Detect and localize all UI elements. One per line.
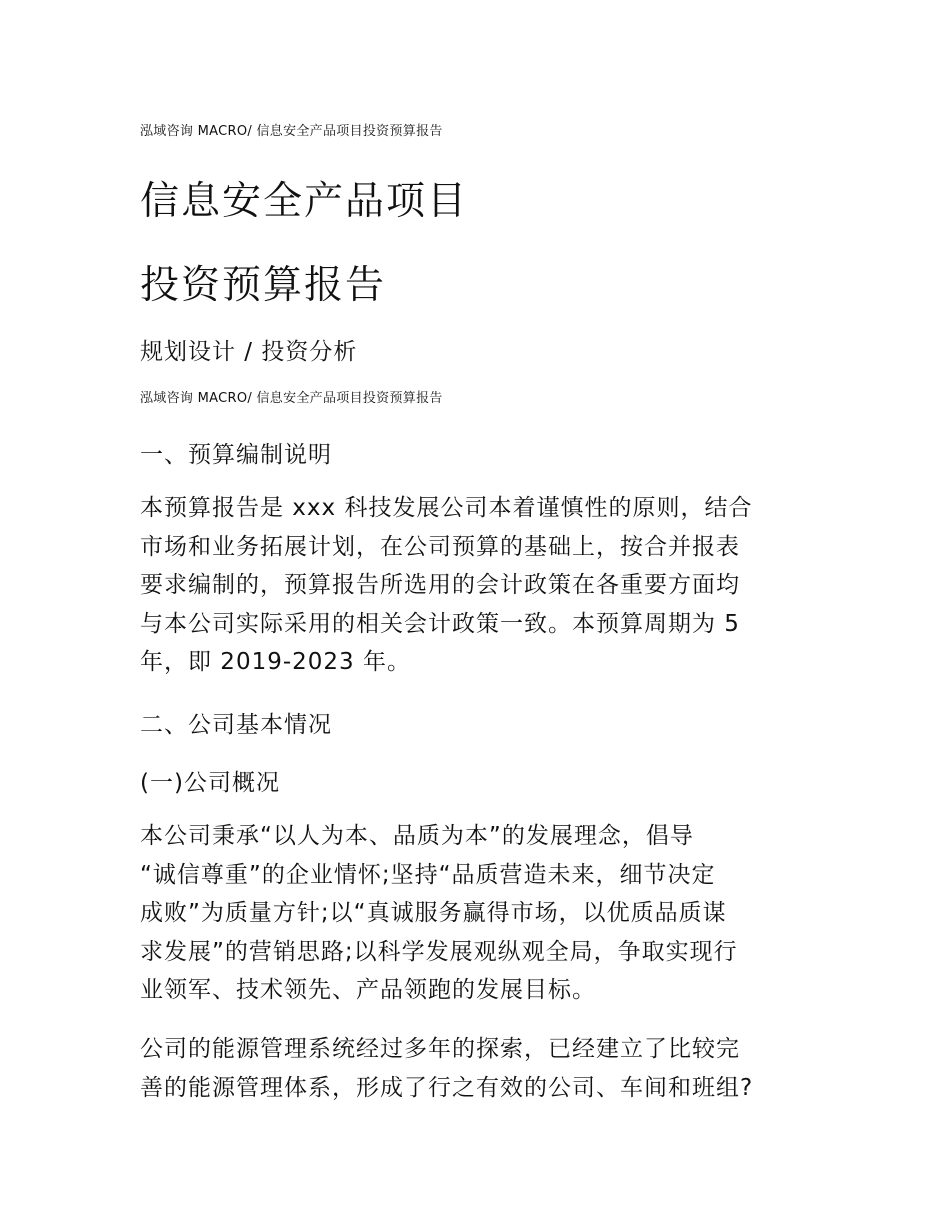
running-header-repeat: 泓域咨询 MACRO/ 信息安全产品项目投资预算报告 bbox=[140, 391, 443, 406]
paragraph-line: 本公司秉承“以人为本、品质为本”的发展理念，倡导 bbox=[140, 823, 694, 849]
paragraph-line: 成败”为质量方针;以“真诚服务赢得市场，以优质品质谋 bbox=[140, 900, 727, 926]
paragraph-line: 与本公司实际采用的相关会计政策一致。本预算周期为 5 bbox=[140, 610, 740, 637]
section-heading-company-basics: 二、公司基本情况 bbox=[140, 712, 332, 738]
paragraph-line: 要求编制的，预算报告所选用的会计政策在各重要方面均 bbox=[140, 572, 740, 598]
paragraph-line: 年，即 2019-2023 年。 bbox=[140, 649, 411, 675]
subsection-heading-company-overview: (一)公司概况 bbox=[140, 770, 280, 796]
paragraph-energy-management bbox=[140, 1030, 810, 1107]
section-heading-budget-notes: 一、预算编制说明 bbox=[140, 442, 332, 468]
paragraph-line: 业领军、技术领先、产品领跑的发展目标。 bbox=[140, 977, 596, 1003]
paragraph-line: 公司的能源管理系统经过多年的探索，已经建立了比较完 bbox=[140, 1036, 740, 1062]
paragraph-line: 市场和业务拓展计划，在公司预算的基础上，按合并报表 bbox=[140, 533, 740, 560]
paragraph-line: “诚信尊重”的企业情怀;坚持“品质营造未来，细节决定 bbox=[140, 861, 716, 888]
document-title-line-2: 投资预算报告 bbox=[140, 263, 387, 308]
paragraph-budget-notes bbox=[140, 489, 810, 682]
paragraph-company-overview bbox=[140, 817, 810, 1010]
paragraph-line: 本预算报告是 xxx 科技发展公司本着谨慎性的原则，结合 bbox=[140, 495, 753, 521]
paragraph-line: 善的能源管理体系，形成了行之有效的公司、车间和班组? bbox=[140, 1074, 754, 1101]
running-header: 泓域咨询 MACRO/ 信息安全产品项目投资预算报告 bbox=[140, 124, 443, 139]
document-subtitle: 规划设计 / 投资分析 bbox=[140, 339, 358, 365]
document-title-line-1: 信息安全产品项目 bbox=[140, 179, 469, 224]
paragraph-line: 求发展”的营销思路;以科学发展观纵观全局，争取实现行 bbox=[140, 938, 738, 965]
